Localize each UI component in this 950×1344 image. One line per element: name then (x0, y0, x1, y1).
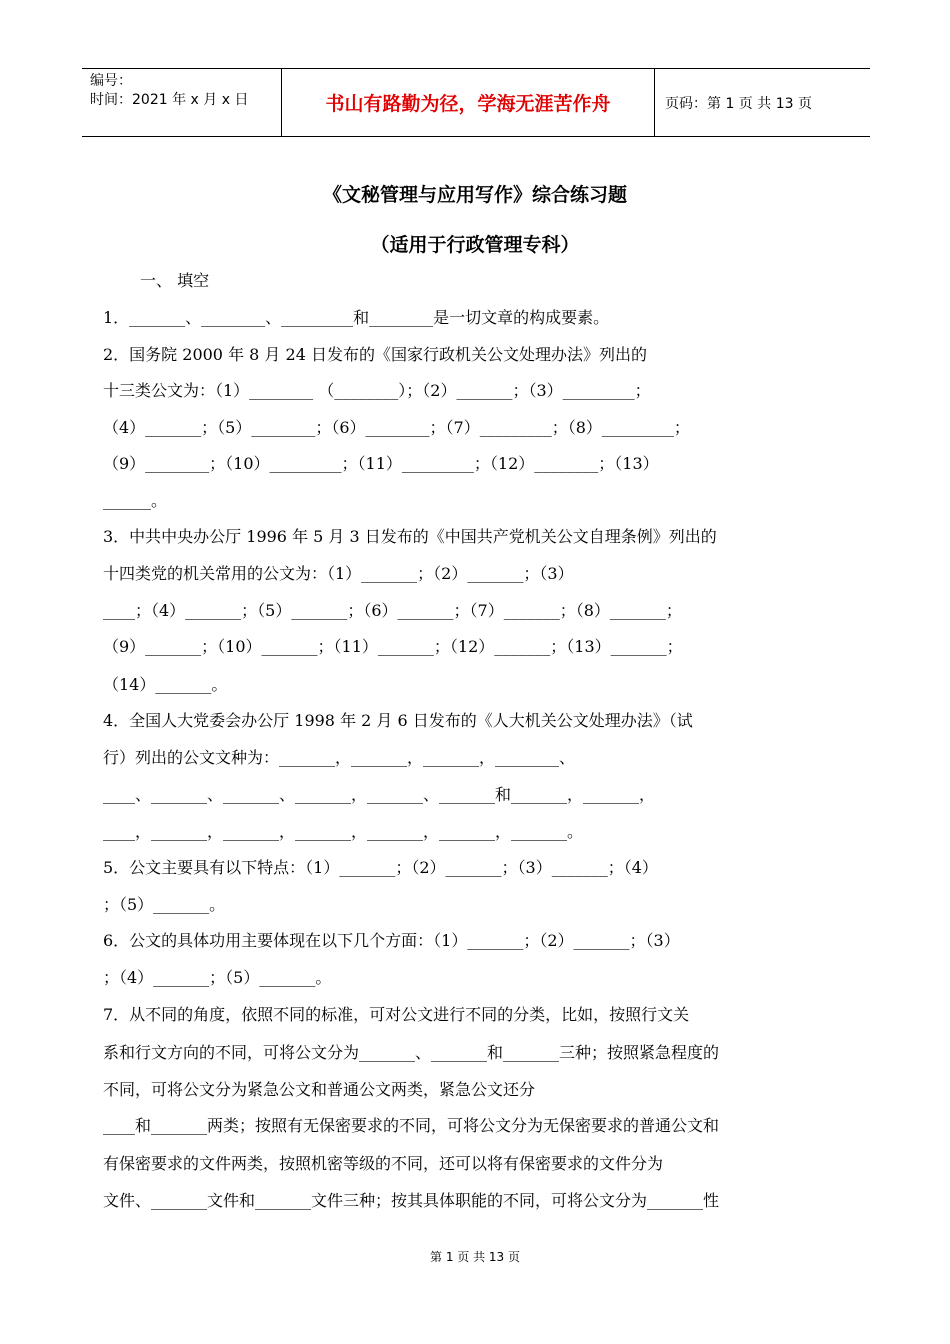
text-line: 5．公文主要具有以下特点：（1）_______；（2）_______；（3）_______；（4） (103, 858, 658, 877)
text-line: 不同，可将公文分为紧急公文和普通公文两类，紧急公文还分 (103, 1080, 536, 1099)
text-line: ____和_______两类；按照有无保密要求的不同，可将公文分为无保密要求的普通公文和 (103, 1116, 720, 1135)
text-line: ____，_______，_______，_______，_______，_______，_______。 (103, 822, 584, 841)
text-line: ______。 (103, 491, 168, 510)
text-line: 3．中共中央办公厅 1996 年 5 月 3 日发布的《中国共产党机关公文自理条例》列出的 (103, 527, 717, 546)
text-line: ；（4）_______；（5）_______。 (103, 968, 332, 987)
text-line: 2．国务院 2000 年 8 月 24 日发布的《国家行政机关公文处理办法》列出的 (103, 345, 647, 364)
text-line: （14）_______。 (103, 675, 228, 694)
text-line: 6．公文的具体功用主要体现在以下几个方面：（1）_______；（2）_______；（3） (103, 931, 680, 950)
text-line: ____；（4）_______；（5）_______；（6）_______；（7）_______；（8）_______； (103, 601, 682, 620)
document-title: 《文秘管理与应用写作》综合练习题 (322, 184, 627, 206)
page-header (82, 68, 870, 137)
text-line: 十四类党的机关常用的公文为：（1）_______；（2）_______；（3） (103, 564, 574, 583)
header-page-info: 页码：第 1 页 共 13 页 (665, 95, 812, 112)
text-line: 行）列出的公文文种为：_______，_______，_______，________、 (103, 748, 576, 767)
text-line: （9）________；（10）_________；（11）_________；（12）________；（13） (103, 454, 659, 473)
text-line: 4．全国人大党委会办公厅 1998 年 2 月 6 日发布的《人大机关公文处理办法》（试 (103, 711, 693, 730)
text-line: ____、_______、_______、_______，_______、_______和_______，_______， (103, 785, 656, 804)
text-line: （4）_______；（5）________；（6）________；（7）_________；（8）_________； (103, 418, 690, 437)
page-footer: 第 1 页 共 13 页 (430, 1250, 520, 1264)
text-line: 1．_______、________、_________和________是一切文章的构成要素。 (103, 308, 610, 327)
text-line: 文件、_______文件和_______文件三种；按其具体职能的不同，可将公文分为_______性 (103, 1191, 720, 1210)
text-line: 系和行文方向的不同，可将公文分为_______、_______和_______三种；按照紧急程度的 (103, 1043, 720, 1062)
number-label: 编号： (90, 73, 132, 89)
header-motto: 书山有路勤为径，学海无涯苦作舟 (282, 69, 655, 136)
text-line: 有保密要求的文件两类，按照机密等级的不同，还可以将有保密要求的文件分为 (103, 1154, 664, 1173)
header-info (82, 69, 282, 136)
text-line: （9）_______；（10）_______；（11）_______；（12）_______；（13）_______； (103, 637, 683, 656)
text-line: ；（5）_______。 (103, 895, 226, 914)
document-subtitle: （适用于行政管理专科） (370, 234, 580, 256)
text-line: 十三类公文为：（1）________ （________）；（2）_______；（3）_________； (103, 381, 651, 400)
section-heading: 一、 填空 (140, 271, 210, 290)
text-line: 7．从不同的角度，依照不同的标准，可对公文进行不同的分类，比如，按照行文关 (103, 1005, 690, 1024)
date-label: 时间：2021 年 x 月 x 日 (90, 92, 249, 108)
